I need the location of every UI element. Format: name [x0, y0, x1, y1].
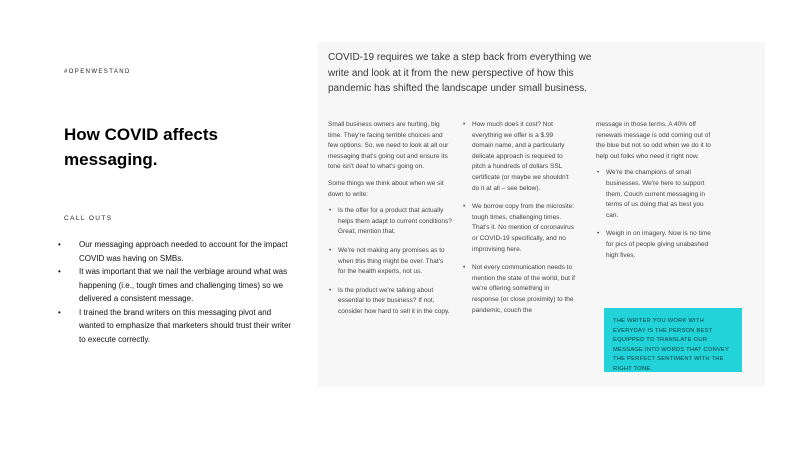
document-column-3	[596, 120, 716, 269]
bullet-list	[328, 206, 452, 317]
callout-box-text: THE WRITER YOU WORK WITH EVERYDAY IS THE PERSON BEST EQUIPPED TO TRANSLATE OUR MESSAGE INTO WORDS THAT CONVEY THE PERFECT SENTIMENT WITH THE RIGHT TONE.	[613, 318, 729, 372]
left-panel	[0, 0, 300, 450]
bullet-list	[596, 168, 716, 261]
bullet-item: • Weigh in on imagery. Now is no time for pics of people giving unabashed high fives.	[596, 229, 716, 261]
callout-item: • Our messaging approach needed to account for the impact COVID was having on SMBs.	[58, 238, 294, 265]
guideline-document-image	[318, 42, 765, 387]
paragraph: Some things we think about when we sit down to write:	[328, 179, 444, 198]
hashtag-label: #OPENWESTAND	[64, 69, 131, 75]
callouts-list	[58, 238, 294, 346]
bullet-item: • Is the offer for a product that actually helps them adapt to current conditions? Great, mention that.	[328, 206, 452, 238]
bullet-item: • We're not making any promises as to when this thing might be over. That's for the health experts, not us.	[328, 246, 452, 278]
callouts-heading: CALL OUTS	[64, 215, 113, 222]
callout-box	[604, 308, 742, 372]
callout-item: • I trained the brand writers on this messaging pivot and wanted to emphasize that marketers should trust their writer to execute correctly.	[58, 306, 294, 347]
bullet-item: • We're the champions of small businesses. We're here to support them. Couch current messaging in terms of us doing that as best you can.	[596, 168, 716, 221]
paragraph: Small business owners are hurting, big time. They're facing terrible choices and few options. So, we need to look at all our messaging that's going out and ensure its tone isn't deaf to what's going on.	[328, 121, 449, 171]
bullet-item: • Not every communication needs to mention the state of the world, but if we're offering something in response (or close proximity) to the pandemic, couch the	[462, 263, 576, 316]
document-column-1	[328, 120, 452, 326]
bullet-item: • How much does it cost? Not everything we offer is a $.99 domain name, and a particularly delicate approach is required to pitch a hundreds of dollars SSL certificate (or maybe we shouldn't do it at all – see below).	[462, 120, 576, 194]
bullet-item: • We borrow copy from the microsite: tough times, challenging times. That's it. No mention of coronavirus or COVID-19 specifically, and no improvising here.	[462, 202, 576, 255]
bullet-item: • Is the product we're talking about essential to their business? If not, consider how hard to sell it in the copy.	[328, 286, 452, 318]
bullet-list	[462, 120, 576, 316]
callout-item: • It was important that we nail the verbiage around what was happening (i.e., tough times and challenging times) so we delivered a consistent message.	[58, 265, 294, 306]
document-column-2	[462, 120, 576, 324]
document-headline: COVID-19 requires we take a step back from everything we write and look at it from the new perspective of how this pandemic has shifted the landscape under small business.	[328, 52, 592, 94]
paragraph: message in those terms. A 40% off renewals message is odd coming out of the blue but not so odd when we do it to help out folks who need it right now.	[596, 121, 711, 160]
slide-title: How COVID affects messaging.	[64, 125, 218, 169]
